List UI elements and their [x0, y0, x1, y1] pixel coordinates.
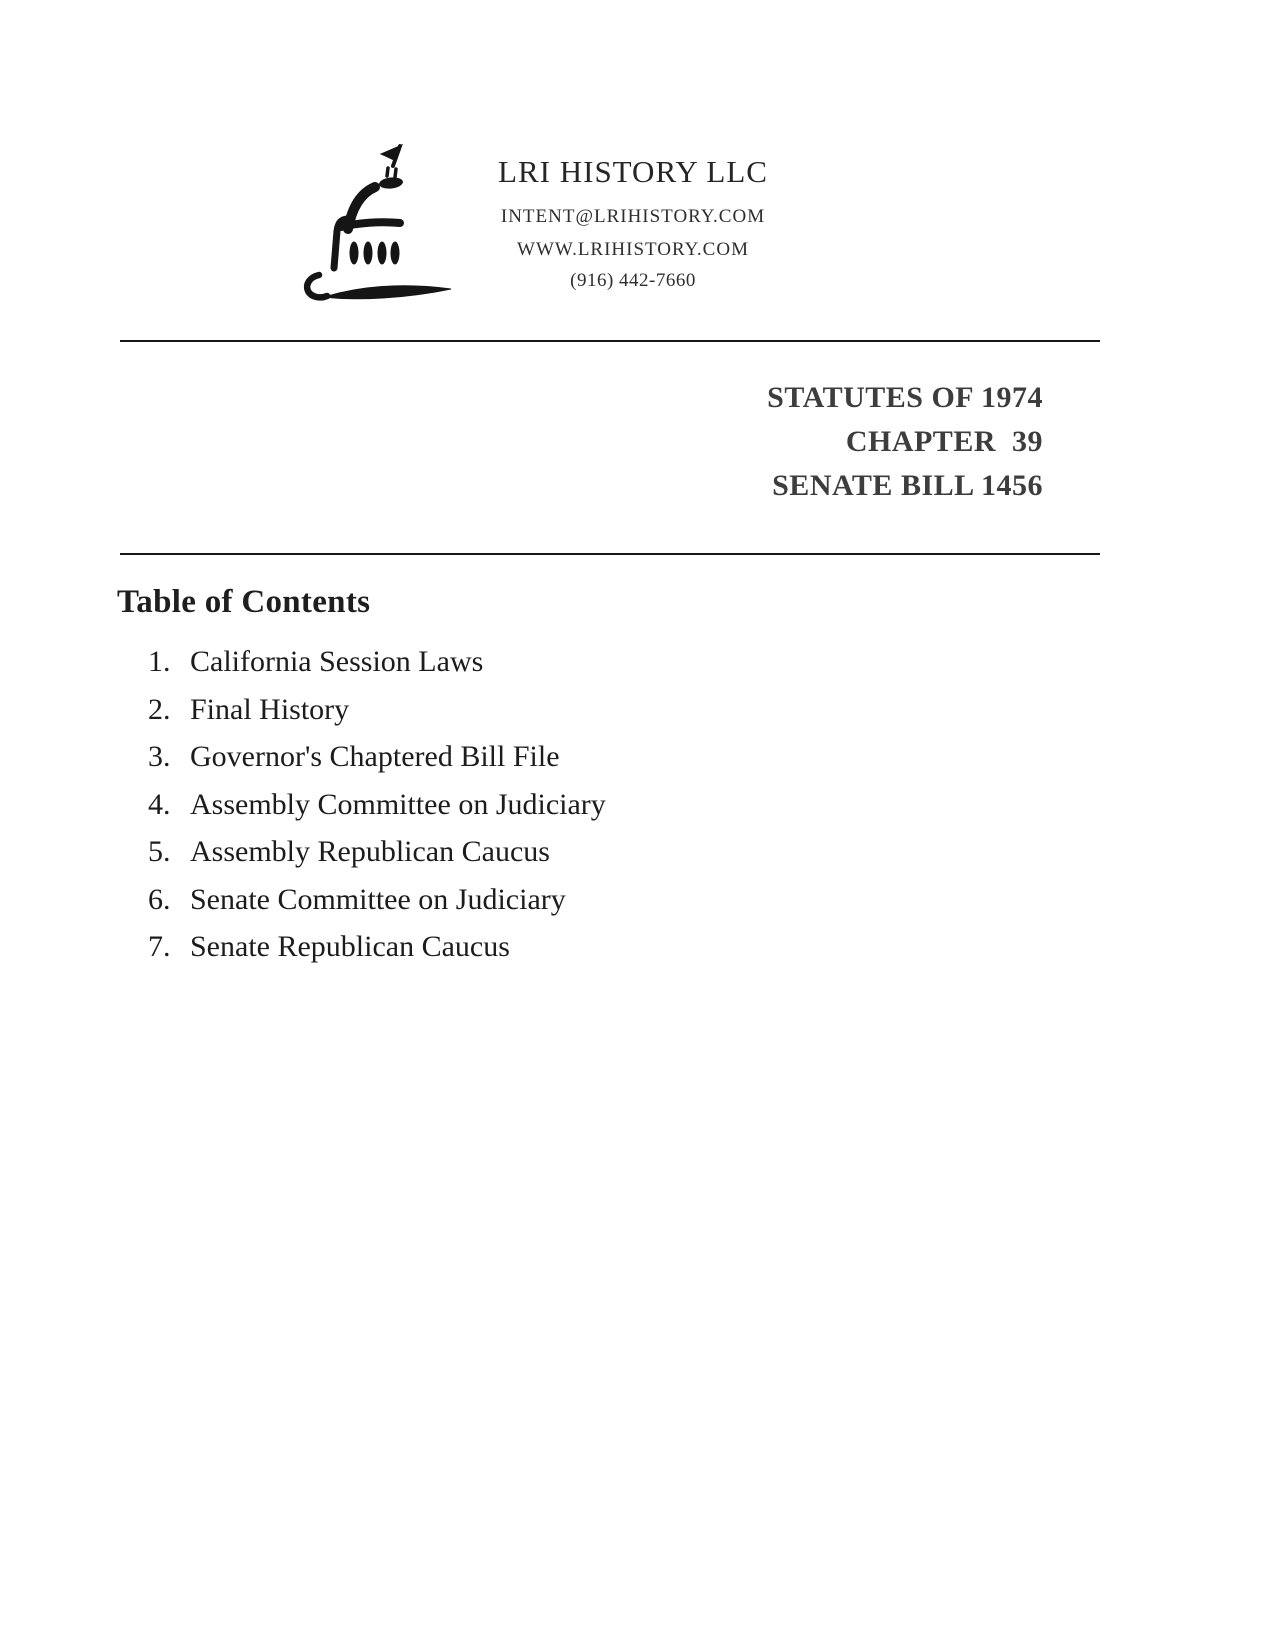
toc-item-number: 6. [148, 882, 171, 916]
toc-item-number: 4. [148, 787, 171, 821]
toc-item [148, 638, 606, 686]
toc-item [148, 828, 606, 876]
company-phone: (916) 442-7660 [570, 270, 696, 291]
capitol-dome-sketch [296, 127, 466, 302]
letterhead [465, 156, 801, 290]
toc-item-number: 7. [148, 930, 171, 963]
divider-bottom [120, 553, 1100, 555]
toc-item-label: Assembly Republican Caucus [190, 835, 550, 868]
toc-item [148, 686, 606, 734]
toc-item-label: Senate Republican Caucus [190, 930, 510, 963]
bill-reference-block [767, 376, 1043, 508]
toc-item-label: California Session Laws [190, 645, 484, 678]
company-website: WWW.LRIHISTORY.COM [517, 239, 749, 260]
toc-item-label: Governor's Chaptered Bill File [190, 740, 560, 773]
toc-list [148, 638, 606, 971]
toc-item [148, 876, 606, 924]
chapter-line: CHAPTER 39 [845, 425, 1043, 458]
divider-top [120, 340, 1100, 342]
toc-item [148, 733, 606, 781]
toc-item-number: 2. [148, 692, 171, 726]
toc-item-number: 5. [148, 835, 171, 868]
toc-item-number: 3. [148, 740, 171, 773]
toc-item-label: Final History [190, 692, 350, 726]
toc-item-label: Senate Committee on Judiciary [190, 882, 566, 916]
senate-bill-line: SENATE BILL 1456 [772, 469, 1043, 502]
toc-item [148, 923, 606, 971]
company-name: LRI HISTORY LLC [498, 154, 768, 189]
toc-item-number: 1. [148, 645, 171, 678]
capitol-dome-logo-icon [296, 127, 466, 302]
toc-item [148, 781, 606, 829]
company-email: INTENT@LRIHISTORY.COM [500, 206, 766, 227]
statutes-line: STATUTES OF 1974 [767, 381, 1043, 414]
toc-item-label: Assembly Committee on Judiciary [190, 787, 606, 821]
toc-heading: Table of Contents [117, 584, 371, 620]
